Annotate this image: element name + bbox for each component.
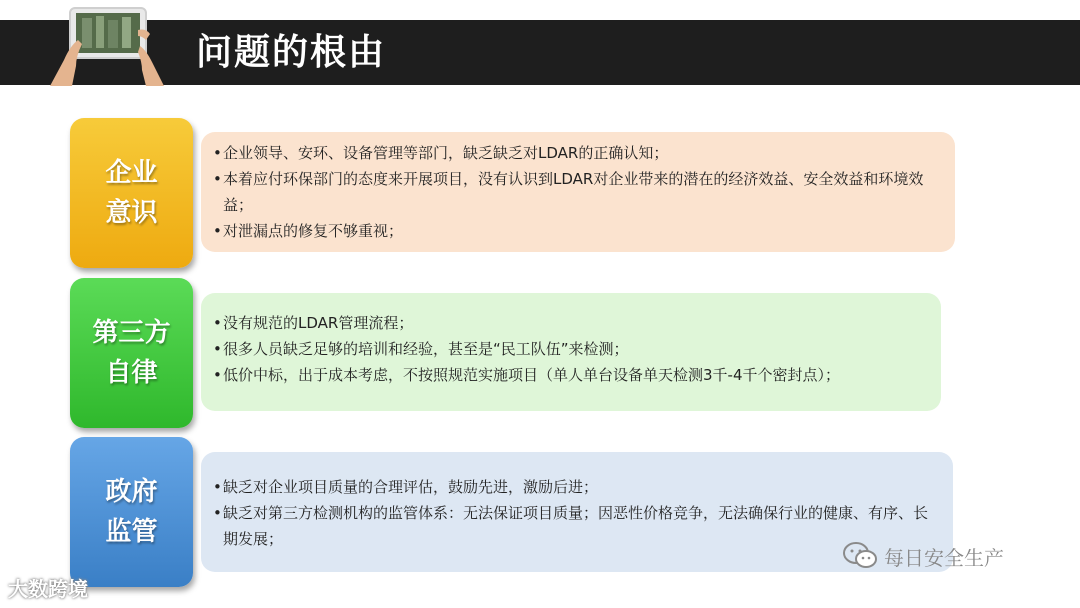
list-item: • 低价中标，出于成本考虑，不按照规范实施项目（单人单台设备单天检测3千-4千个密封点）； xyxy=(213,366,841,384)
section-label-enterprise xyxy=(70,118,193,268)
list-item: • 没有规范的LDAR管理流程； xyxy=(213,314,414,332)
section-label-line: 政府 xyxy=(105,477,158,507)
section-label-line: 监管 xyxy=(105,517,158,547)
section-label-government xyxy=(70,437,193,587)
section-content-third-party xyxy=(201,293,941,411)
page-title: 问题的根由 xyxy=(196,32,387,73)
section-label-line: 第三方 xyxy=(92,318,171,348)
watermark-left: 大数跨境 xyxy=(8,577,88,601)
section-content-enterprise xyxy=(201,132,955,252)
watermark-right-text: 每日安全生产 xyxy=(884,545,1004,570)
section-label-line: 自律 xyxy=(105,358,158,388)
list-item: • 缺乏对企业项目质量的合理评估，鼓励先进，激励后进； xyxy=(213,478,599,496)
section-label-line: 企业 xyxy=(105,158,158,188)
list-item: • 本着应付环保部门的态度来开展项目，没有认识到LDAR对企业带来的潜在的经济效益、安全效益和环境效益； xyxy=(213,170,924,214)
list-item: • 对泄漏点的修复不够重视； xyxy=(213,222,404,240)
watermark-right xyxy=(842,541,1004,571)
section-label-line: 意识 xyxy=(105,198,158,228)
list-item: • 很多人员缺乏足够的培训和经验，甚至是“民工队伍”来检测； xyxy=(213,340,629,358)
section-label-third-party xyxy=(70,278,193,428)
tablet-hands-image xyxy=(42,0,172,86)
section-content-government xyxy=(201,452,953,572)
list-item: • 企业领导、安环、设备管理等部门，缺乏缺乏对LDAR的正确认知； xyxy=(213,144,669,162)
list-item: • 缺乏对第三方检测机构的监管体系：无法保证项目质量；因恶性价格竞争，无法确保行业的健康、有序、长期发展； xyxy=(213,504,929,548)
wechat-icon xyxy=(842,541,878,571)
